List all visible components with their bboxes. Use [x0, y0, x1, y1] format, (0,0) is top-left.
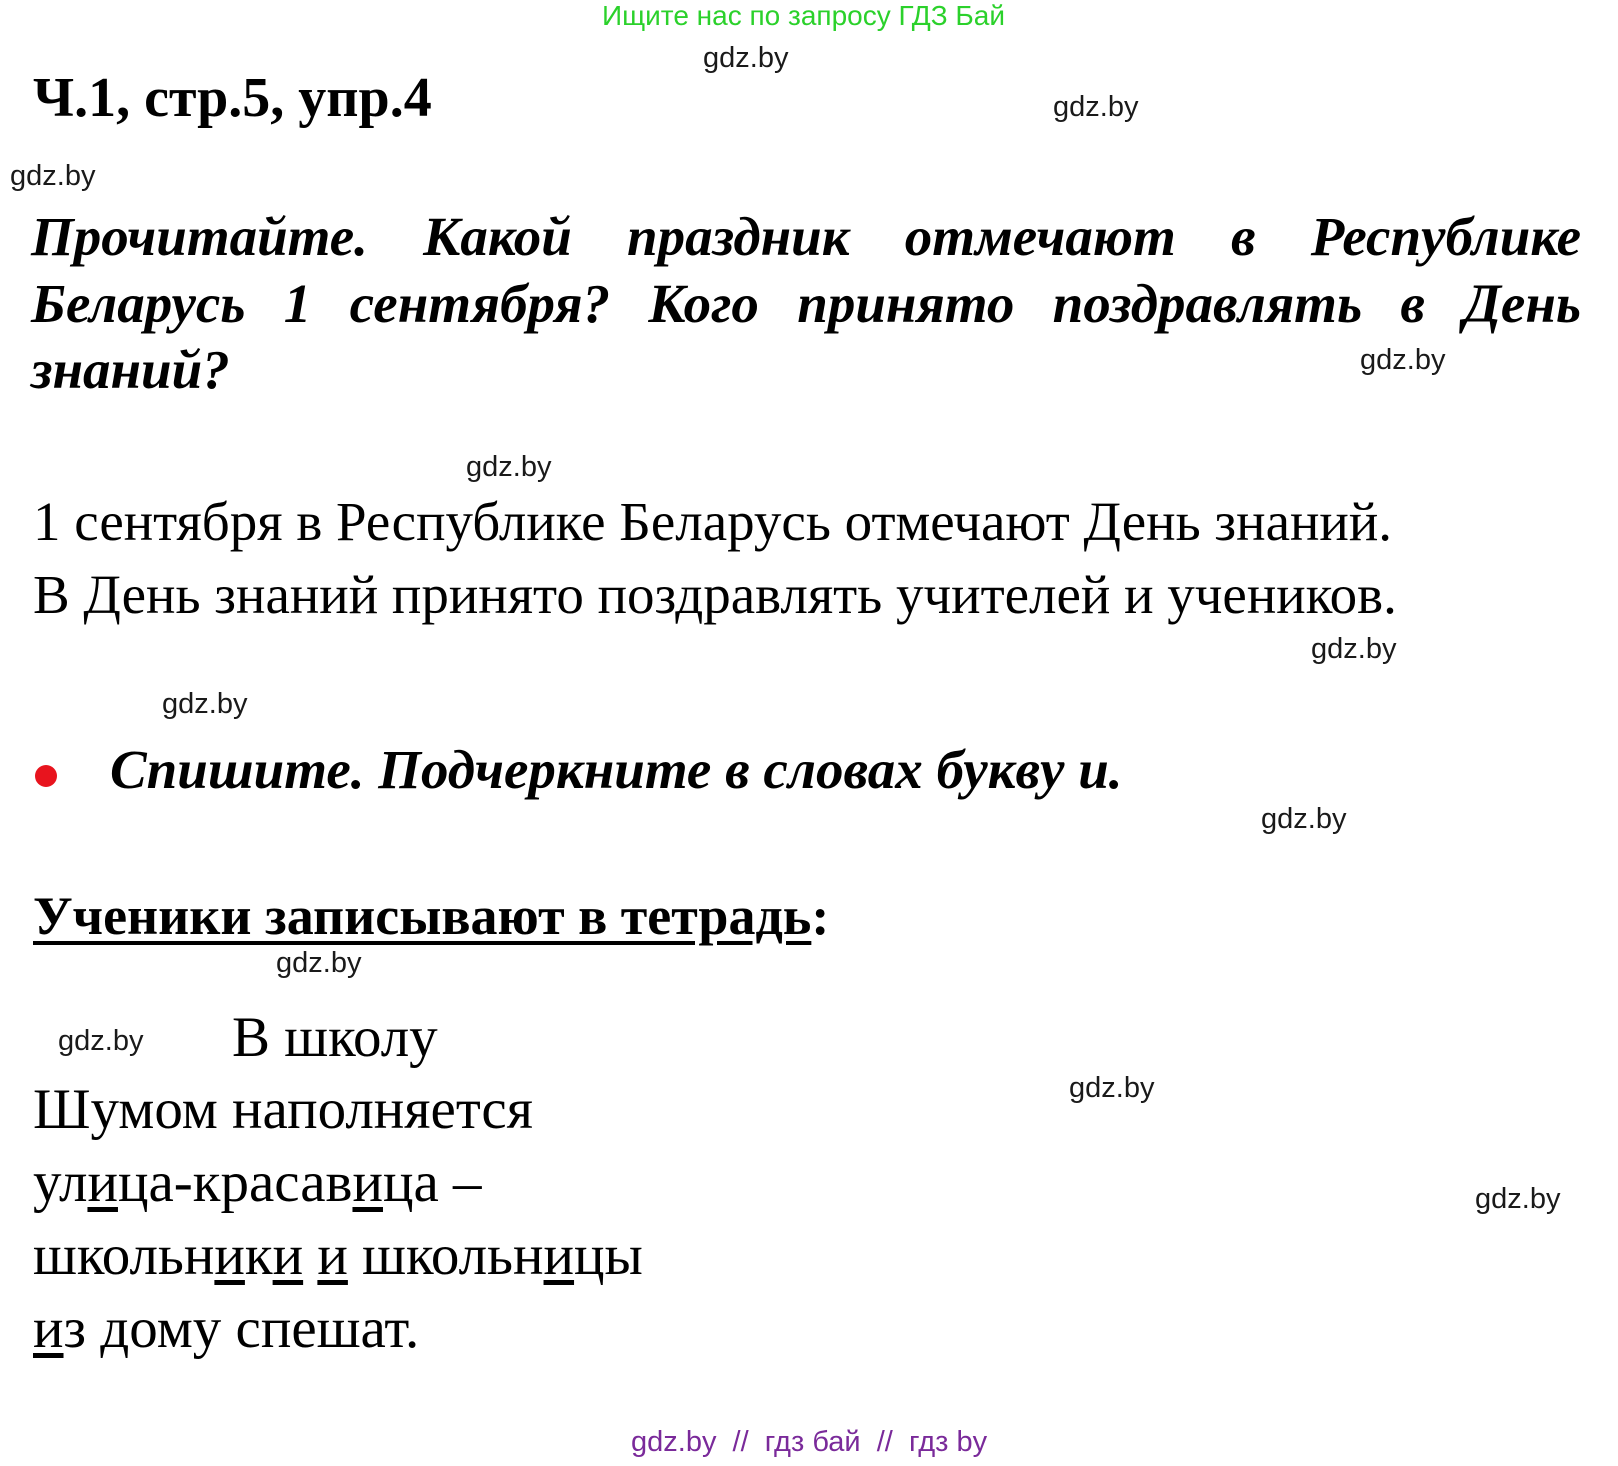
poem-line-3: школьники и школьницы: [33, 1224, 643, 1287]
task-line-2: Беларусь 1 сентября? Кого принято поздравлять в День: [31, 273, 1581, 334]
poem-line-2: улица-красавица –: [33, 1151, 482, 1214]
bullet-task: Спишите. Подчеркните в словах букву и.: [110, 739, 1123, 800]
underlined-letter: и: [87, 1151, 118, 1214]
poem-title: В школу: [232, 1006, 438, 1069]
task-line-1: Прочитайте. Какой праздник отмечают в Республике: [31, 206, 1581, 267]
answer-line-1: 1 сентября в Республике Беларусь отмечают День знаний.: [33, 491, 1393, 552]
task-line-3: знаний?: [31, 339, 230, 400]
watermark: gdz.by: [703, 42, 789, 74]
watermark: gdz.by: [58, 1025, 144, 1057]
poem-line-4: из дому спешат.: [33, 1297, 420, 1360]
underlined-letter: и: [214, 1224, 245, 1287]
bullet-icon: [35, 765, 57, 787]
watermark: gdz.by: [1360, 344, 1446, 376]
watermark: gdz.by: [1069, 1072, 1155, 1104]
watermark: gdz.by: [466, 451, 552, 483]
watermark: gdz.by: [10, 160, 96, 192]
underlined-letter: и: [543, 1224, 575, 1287]
underlined-letter: и: [352, 1151, 383, 1214]
watermark: gdz.by: [1311, 633, 1397, 665]
notebook-heading-text: Ученики записывают в тетрадь: [33, 886, 812, 946]
footer-links: gdz.by // гдз бай // гдз by: [631, 1426, 988, 1458]
notebook-heading-colon: :: [811, 886, 830, 946]
notebook-heading: [33, 885, 829, 947]
search-banner: Ищите нас по запросу ГДЗ Бай: [602, 0, 1006, 31]
underlined-letter: и: [272, 1224, 304, 1287]
underlined-letter: и: [317, 1224, 348, 1287]
watermark: gdz.by: [276, 947, 362, 979]
underlined-letter: и: [33, 1297, 64, 1360]
poem-line-1: Шумом наполняется: [33, 1078, 533, 1141]
watermark: gdz.by: [162, 688, 248, 720]
watermark: gdz.by: [1053, 91, 1139, 123]
answer-line-2: В День знаний принято поздравлять учителей и учеников.: [33, 564, 1397, 625]
watermark: gdz.by: [1475, 1183, 1561, 1215]
watermark: gdz.by: [1261, 803, 1347, 835]
page-title: Ч.1, стр.5, упр.4: [33, 67, 432, 129]
